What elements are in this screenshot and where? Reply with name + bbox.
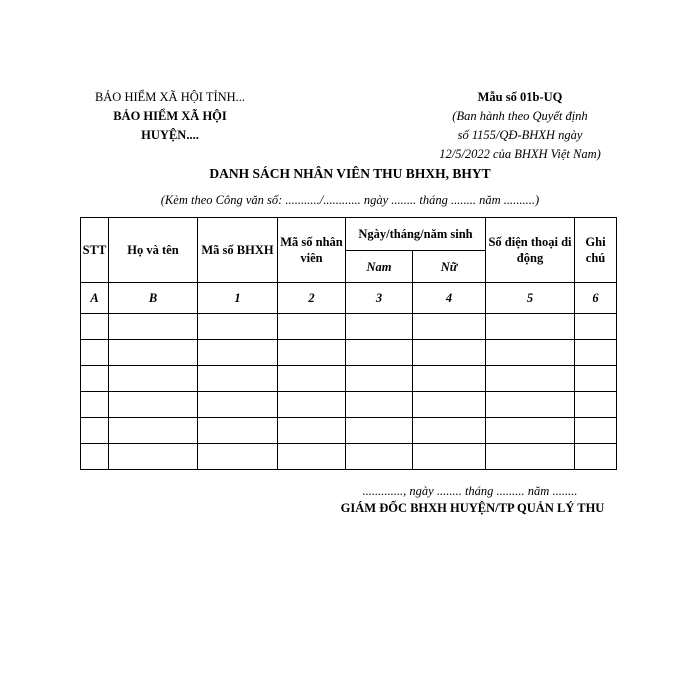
table-cell	[346, 340, 413, 366]
table-cell	[278, 340, 346, 366]
signer-title: GIÁM ĐỐC BHXH HUYỆN/TP QUẢN LÝ THU	[340, 501, 605, 515]
table-cell	[413, 314, 486, 340]
table-cell	[81, 392, 109, 418]
column-id: A	[81, 283, 109, 314]
table-cell	[278, 418, 346, 444]
issuing-agency	[60, 88, 280, 145]
header-dob: Ngày/tháng/năm sinh	[346, 218, 486, 251]
table-cell	[81, 340, 109, 366]
province-agency: BẢO HIỂM XÃ HỘI TỈNH...	[94, 90, 246, 104]
column-id: 2	[278, 283, 346, 314]
table-cell	[486, 418, 575, 444]
table-cell	[198, 444, 278, 470]
table-cell	[575, 392, 617, 418]
table-cell	[198, 418, 278, 444]
table-row	[81, 444, 617, 470]
header-notes: Ghi chú	[575, 218, 617, 283]
table-cell	[81, 444, 109, 470]
document-title: DANH SÁCH NHÂN VIÊN THU BHXH, BHYT	[209, 166, 491, 181]
header-name: Họ và tên	[109, 218, 198, 283]
column-id: 1	[198, 283, 278, 314]
form-note-1: (Ban hành theo Quyết định	[452, 109, 588, 123]
table-cell	[109, 314, 198, 340]
table-cell	[278, 392, 346, 418]
form-reference	[420, 88, 620, 164]
column-id-row	[81, 283, 617, 314]
table-cell	[346, 418, 413, 444]
table-cell	[109, 366, 198, 392]
sign-date-line: ............., ngày ........ tháng ......... năm ........	[362, 484, 578, 498]
table-cell	[486, 366, 575, 392]
form-code: Mẫu số 01b-UQ	[477, 90, 563, 104]
staff-table	[80, 217, 617, 470]
table-cell	[486, 340, 575, 366]
table-cell	[81, 418, 109, 444]
column-id: 6	[575, 283, 617, 314]
table-cell	[278, 444, 346, 470]
table-cell	[198, 366, 278, 392]
table-cell	[486, 314, 575, 340]
table-cell	[575, 340, 617, 366]
table-cell	[109, 340, 198, 366]
header-phone: Số điện thoại di động	[486, 218, 575, 283]
table-cell	[198, 340, 278, 366]
table-row	[81, 314, 617, 340]
column-id: 3	[346, 283, 413, 314]
table-row	[81, 366, 617, 392]
table-cell	[81, 366, 109, 392]
table-cell	[486, 444, 575, 470]
table-cell	[413, 366, 486, 392]
header-staff-code: Mã số nhân viên	[278, 218, 346, 283]
table-cell	[413, 418, 486, 444]
table-cell	[346, 366, 413, 392]
table-cell	[109, 418, 198, 444]
document-subtitle: (Kèm theo Công văn số: .........../............ ngày ........ tháng ........ năm ..........)	[160, 193, 540, 207]
column-id: 4	[413, 283, 486, 314]
table-cell	[575, 418, 617, 444]
table-cell	[486, 392, 575, 418]
table-cell	[413, 444, 486, 470]
column-id: 5	[486, 283, 575, 314]
table-cell	[575, 444, 617, 470]
table-cell	[346, 314, 413, 340]
table-cell	[346, 444, 413, 470]
district-name: HUYỆN....	[141, 128, 199, 142]
table-row	[81, 340, 617, 366]
header-bhxh-code: Mã số BHXH	[198, 218, 278, 283]
header-dob-female: Nữ	[413, 251, 486, 283]
table-cell	[575, 314, 617, 340]
table-row	[81, 418, 617, 444]
district-agency: BẢO HIỂM XÃ HỘI	[113, 109, 227, 123]
table-cell	[198, 392, 278, 418]
header-row	[81, 218, 617, 251]
table-row	[81, 392, 617, 418]
table-cell	[413, 340, 486, 366]
table-cell	[346, 392, 413, 418]
table-cell	[109, 444, 198, 470]
table-cell	[278, 314, 346, 340]
table-cell	[198, 314, 278, 340]
table-cell	[413, 392, 486, 418]
table-cell	[575, 366, 617, 392]
table-cell	[81, 314, 109, 340]
table-cell	[278, 366, 346, 392]
column-id: B	[109, 283, 198, 314]
header-dob-male: Nam	[346, 251, 413, 283]
form-note-2: số 1155/QĐ-BHXH ngày	[457, 128, 583, 142]
header-stt: STT	[81, 218, 109, 283]
form-note-3: 12/5/2022 của BHXH Việt Nam)	[439, 147, 601, 161]
table-cell	[109, 392, 198, 418]
